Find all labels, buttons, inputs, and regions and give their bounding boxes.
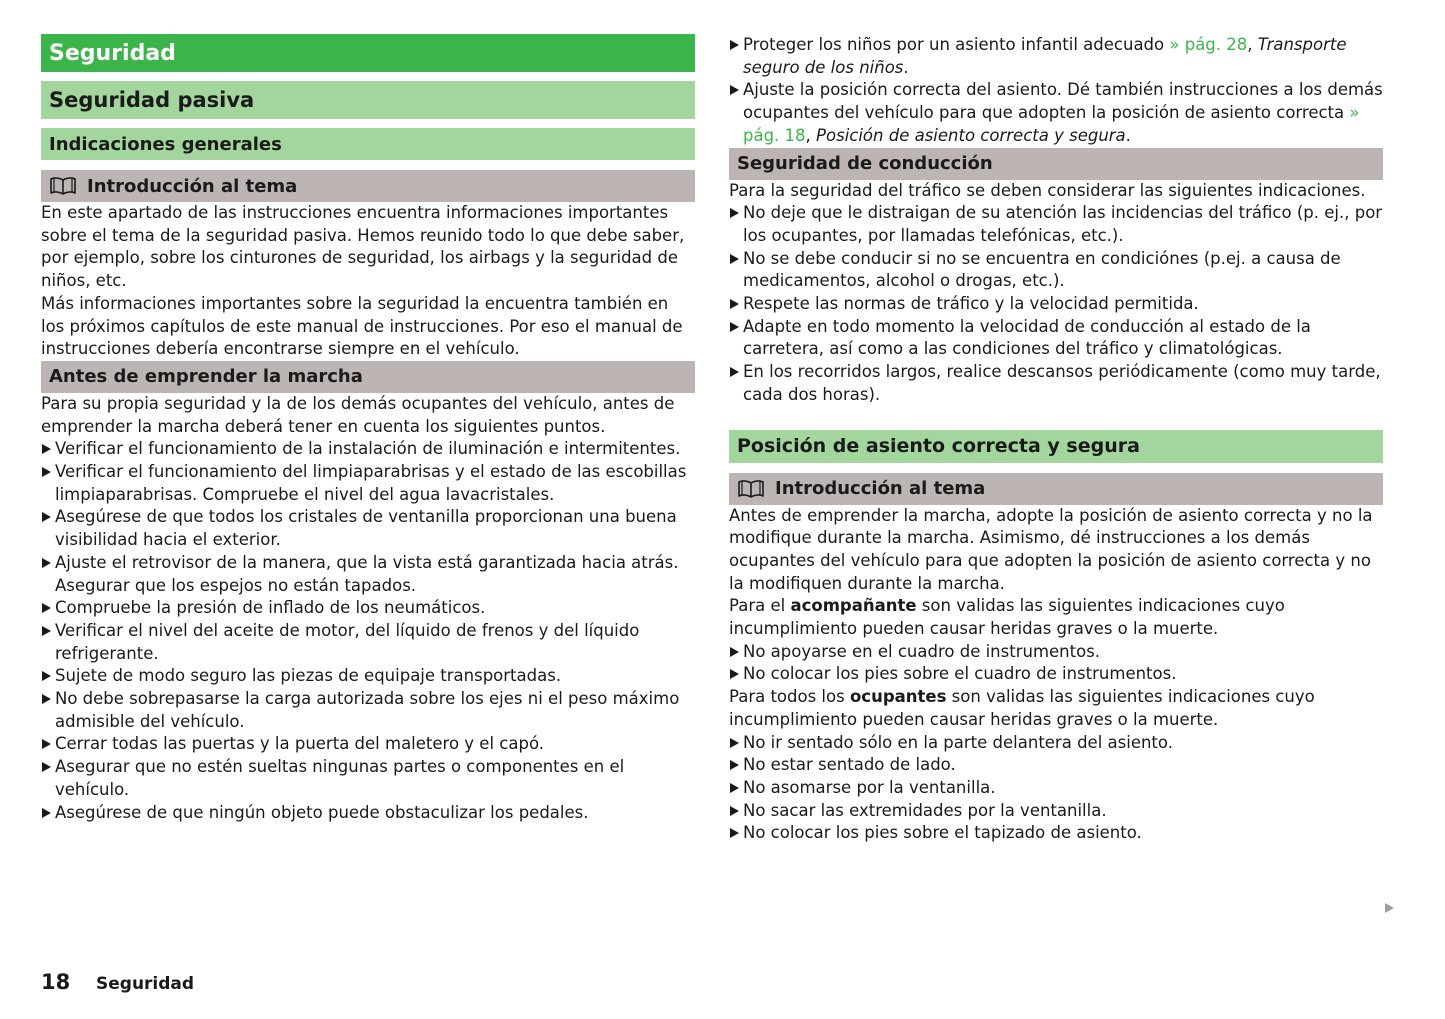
seat-intro-heading-label: Introducción al tema xyxy=(775,478,986,500)
list-item: Proteger los niños por un asiento infantil adecuado » pág. 28, Transporte seguro de los niños. xyxy=(729,34,1383,79)
seat-intro-heading xyxy=(729,473,1383,505)
list-item: Respete las normas de tráfico y la velocidad permitida. xyxy=(729,293,1383,316)
driving-safety-list xyxy=(729,202,1383,406)
before-driving-heading: Antes de emprender la marcha xyxy=(41,361,695,393)
driving-safety-heading: Seguridad de conducción xyxy=(729,148,1383,180)
open-book-icon xyxy=(49,176,77,196)
before-driving-intro: Para su propia seguridad y la de los demás ocupantes del vehículo, antes de emprender la marcha deberá tener en cuenta los siguientes puntos. xyxy=(41,393,675,436)
intro-heading xyxy=(41,170,695,202)
before-driving-list xyxy=(41,438,695,824)
page-reference-link[interactable]: » pág. 28 xyxy=(1169,35,1248,54)
section-heading: Seguridad pasiva xyxy=(41,81,695,119)
list-item: No deje que le distraigan de su atención las incidencias del tráfico (p. ej., por los ocupantes, por llamadas telefónicas, etc.). xyxy=(729,202,1383,247)
list-item: Asegúrese de que todos los cristales de ventanilla proporcionan una buena visibilidad hacia el exterior. xyxy=(41,506,695,551)
list-item: No estar sentado de lado. xyxy=(729,754,1383,777)
passenger-list xyxy=(729,641,1383,686)
seat-position-heading: Posición de asiento correcta y segura xyxy=(729,430,1383,463)
open-book-icon xyxy=(737,479,765,499)
chapter-heading: Seguridad xyxy=(41,34,695,72)
driving-safety-intro: Para la seguridad del tráfico se deben considerar las siguientes indicaciones. xyxy=(729,180,1366,200)
seat-intro-paragraph: Antes de emprender la marcha, adopte la posición de asiento correcta y no la modifique durante la marcha. Asimismo, dé instrucciones a los demás ocupantes del vehículo para que adopten la posición de asiento correcta y no la modifiquen durante la marcha. xyxy=(729,505,1373,593)
top-continued-list xyxy=(729,34,1383,148)
page-number: 18 xyxy=(41,970,71,994)
list-item: Verificar el funcionamiento del limpiaparabrisas y el estado de las escobillas limpiaparabrisas. Compruebe el nivel del agua lavacristales. xyxy=(41,461,695,506)
list-item: No ir sentado sólo en la parte delantera del asiento. xyxy=(729,732,1383,755)
list-item: Adapte en todo momento la velocidad de conducción al estado de la carretera, así como a las condiciones del tráfico y climatológicas. xyxy=(729,316,1383,361)
list-item: No apoyarse en el cuadro de instrumentos. xyxy=(729,641,1383,664)
right-column xyxy=(729,34,1383,845)
list-item: En los recorridos largos, realice descansos periódicamente (como muy tarde, cada dos horas). xyxy=(729,361,1383,406)
reference-title: Transporte seguro de los niños xyxy=(743,35,1347,77)
list-item: No colocar los pies sobre el cuadro de instrumentos. xyxy=(729,663,1383,686)
list-item: Ajuste el retrovisor de la manera, que la vista está garantizada hacia atrás. Asegurar que los espejos no están tapados. xyxy=(41,552,695,597)
list-item: No asomarse por la ventanilla. xyxy=(729,777,1383,800)
continue-arrow-icon xyxy=(1385,903,1394,913)
list-item: Asegurar que no estén sueltas ningunas partes o componentes en el vehículo. xyxy=(41,756,695,801)
intro-paragraph-1: En este apartado de las instrucciones encuentra informaciones importantes sobre el tema de la seguridad pasiva. Hemos reunido todo lo que debe saber, por ejemplo, sobre los cinturones de seguridad, los airbags y la seguridad de niños, etc. xyxy=(41,203,685,291)
list-item: No sacar las extremidades por la ventanilla. xyxy=(729,800,1383,823)
left-column xyxy=(41,34,695,824)
list-item: Verificar el nivel del aceite de motor, del líquido de frenos y del líquido refrigerante. xyxy=(41,620,695,665)
passenger-paragraph: Para el acompañante son validas las siguientes indicaciones cuyo incumplimiento pueden causar heridas graves o la muerte. xyxy=(729,596,1285,639)
list-item: No colocar los pies sobre el tapizado de asiento. xyxy=(729,822,1383,845)
occupants-paragraph: Para todos los ocupantes son validas las siguientes indicaciones cuyo incumplimiento pueden causar heridas graves o la muerte. xyxy=(729,687,1315,729)
list-item: Compruebe la presión de inflado de los neumáticos. xyxy=(41,597,695,620)
footer-chapter-title: Seguridad xyxy=(96,974,195,994)
list-item: No debe sobrepasarse la carga autorizada sobre los ejes ni el peso máximo admisible del vehículo. xyxy=(41,688,695,733)
subsection-heading: Indicaciones generales xyxy=(41,128,695,160)
list-item: No se debe conducir si no se encuentra en condiciónes (p.ej. a causa de medicamentos, alcohol o drogas, etc.). xyxy=(729,248,1383,293)
page-reference-link[interactable]: » pág. 18 xyxy=(743,103,1360,145)
list-item: Verificar el funcionamiento de la instalación de iluminación e intermitentes. xyxy=(41,438,695,461)
list-item: Cerrar todas las puertas y la puerta del maletero y el capó. xyxy=(41,733,695,756)
list-item: Sujete de modo seguro las piezas de equipaje transportadas. xyxy=(41,665,695,688)
reference-title: Posición de asiento correcta y segura xyxy=(816,125,1126,145)
intro-paragraph-2: Más informaciones importantes sobre la seguridad la encuentra también en los próximos capítulos de este manual de instrucciones. Por eso el manual de instrucciones debería encontrarse siempre en el vehículo. xyxy=(41,293,683,359)
list-item: Asegúrese de que ningún objeto puede obstaculizar los pedales. xyxy=(41,802,695,825)
list-item: Ajuste la posición correcta del asiento. Dé también instrucciones a los demás ocupantes del vehículo para que adopten la posición de asiento correcta » pág. 18, Posición de asiento correcta y segura. xyxy=(729,79,1383,147)
intro-heading-label: Introducción al tema xyxy=(87,175,298,197)
occupants-list xyxy=(729,732,1383,846)
